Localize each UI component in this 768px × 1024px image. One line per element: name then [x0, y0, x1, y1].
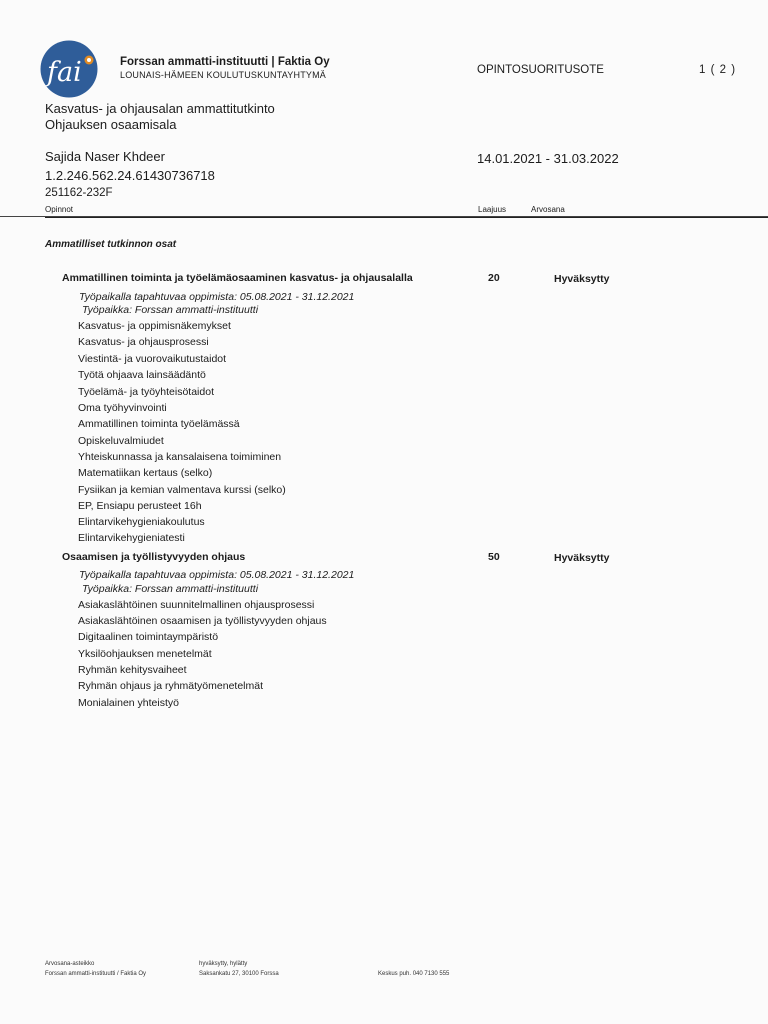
subunit: Ryhmän kehitysvaiheet: [78, 664, 187, 676]
unit-1-name: Ammatillinen toiminta ja työelämäosaaminen kasvatus- ja ohjausalalla: [62, 272, 413, 284]
student-oid: 1.2.246.562.24.61430736718: [45, 168, 215, 183]
unit-2-grade: Hyväksytty: [554, 552, 610, 564]
subunit: Asiakaslähtöinen suunnitelmallinen ohjausprosessi: [78, 599, 315, 611]
unit-2-workplace-learning: Työpaikalla tapahtuvaa oppimista: 05.08.2021 - 31.12.2021: [79, 569, 355, 581]
page-number: 1 ( 2 ): [699, 64, 737, 76]
unit-1-grade: Hyväksytty: [554, 273, 610, 285]
column-header-studies: Opinnot: [45, 205, 74, 214]
subunit: Ammatillinen toiminta työelämässä: [78, 418, 240, 430]
unit-2-name: Osaamisen ja työllistyvyyden ohjaus: [62, 551, 246, 563]
degree-name: Kasvatus- ja ohjausalan ammattitutkinto: [45, 101, 275, 116]
unit-1-workplace-learning: Työpaikalla tapahtuvaa oppimista: 05.08.2021 - 31.12.2021: [79, 291, 355, 303]
school-logo: [39, 40, 101, 98]
subunit: Yksilöohjauksen menetelmät: [78, 648, 212, 660]
subunit: Opiskeluvalmiudet: [78, 435, 164, 447]
subunit: Monialainen yhteistyö: [78, 697, 179, 709]
study-period: 14.01.2021 - 31.03.2022: [477, 151, 619, 166]
subunit: EP, Ensiapu perusteet 16h: [78, 500, 202, 512]
footer-scale-values: hyväksytty, hylätty: [199, 961, 248, 967]
unit-1-credits: 20: [488, 272, 500, 284]
subunit: Fysiikan ja kemian valmentava kurssi (selko): [78, 484, 286, 496]
subunit: Työtä ohjaava lainsäädäntö: [78, 369, 206, 381]
unit-1-workplace: Työpaikka: Forssan ammatti-instituutti: [82, 304, 259, 316]
section-title: Ammatilliset tutkinnon osat: [45, 239, 177, 250]
subunit: Työelämä- ja työyhteisötaidot: [78, 386, 214, 398]
footer-scale-label: Arvosana-asteikko: [45, 961, 95, 967]
header-divider: [45, 217, 768, 218]
subunit: Elintarvikehygieniakoulutus: [78, 516, 205, 528]
student-name: Sajida Naser Khdeer: [45, 149, 165, 164]
subunit: Asiakaslähtöinen osaamisen ja työllistyvyyden ohjaus: [78, 615, 327, 627]
subunit: Kasvatus- ja ohjausprosessi: [78, 336, 209, 348]
column-header-credits: Laajuus: [478, 205, 507, 214]
column-header-grade: Arvosana: [531, 205, 565, 214]
subunit: Kasvatus- ja oppimisnäkemykset: [78, 320, 231, 332]
document-title: OPINTOSUORITUSOTE: [477, 64, 604, 76]
subunit: Ryhmän ohjaus ja ryhmätyömenetelmät: [78, 680, 264, 692]
subunit: Matematiikan kertaus (selko): [78, 467, 213, 479]
degree-program: Ohjauksen osaamisala: [45, 117, 177, 132]
org-name: Forssan ammatti-instituutti | Faktia Oy: [120, 56, 330, 68]
unit-2-workplace: Työpaikka: Forssan ammatti-instituutti: [82, 583, 259, 595]
footer-address: Saksankatu 27, 30100 Forssa: [199, 971, 279, 977]
org-subtitle: LOUNAIS-HÄMEEN KOULUTUSKUNTAYHTYMÄ: [120, 70, 326, 80]
footer-org: Forssan ammatti-instituutti / Faktia Oy: [45, 971, 147, 977]
fai-logo-icon: [39, 40, 101, 98]
subunit: Digitaalinen toimintaympäristö: [78, 631, 219, 643]
subunit: Elintarvikehygieniatesti: [78, 532, 185, 544]
unit-2-credits: 50: [488, 551, 500, 563]
footer-phone: Keskus puh. 040 7130 555: [378, 971, 450, 977]
subunit: Yhteiskunnassa ja kansalaisena toimiminen: [78, 451, 282, 463]
subunit: Viestintä- ja vuorovaikutustaidot: [78, 353, 227, 365]
student-id: 251162-232F: [45, 187, 113, 199]
svg-text:fai: fai: [47, 57, 82, 88]
subunit: Oma työhyvinvointi: [78, 402, 167, 414]
